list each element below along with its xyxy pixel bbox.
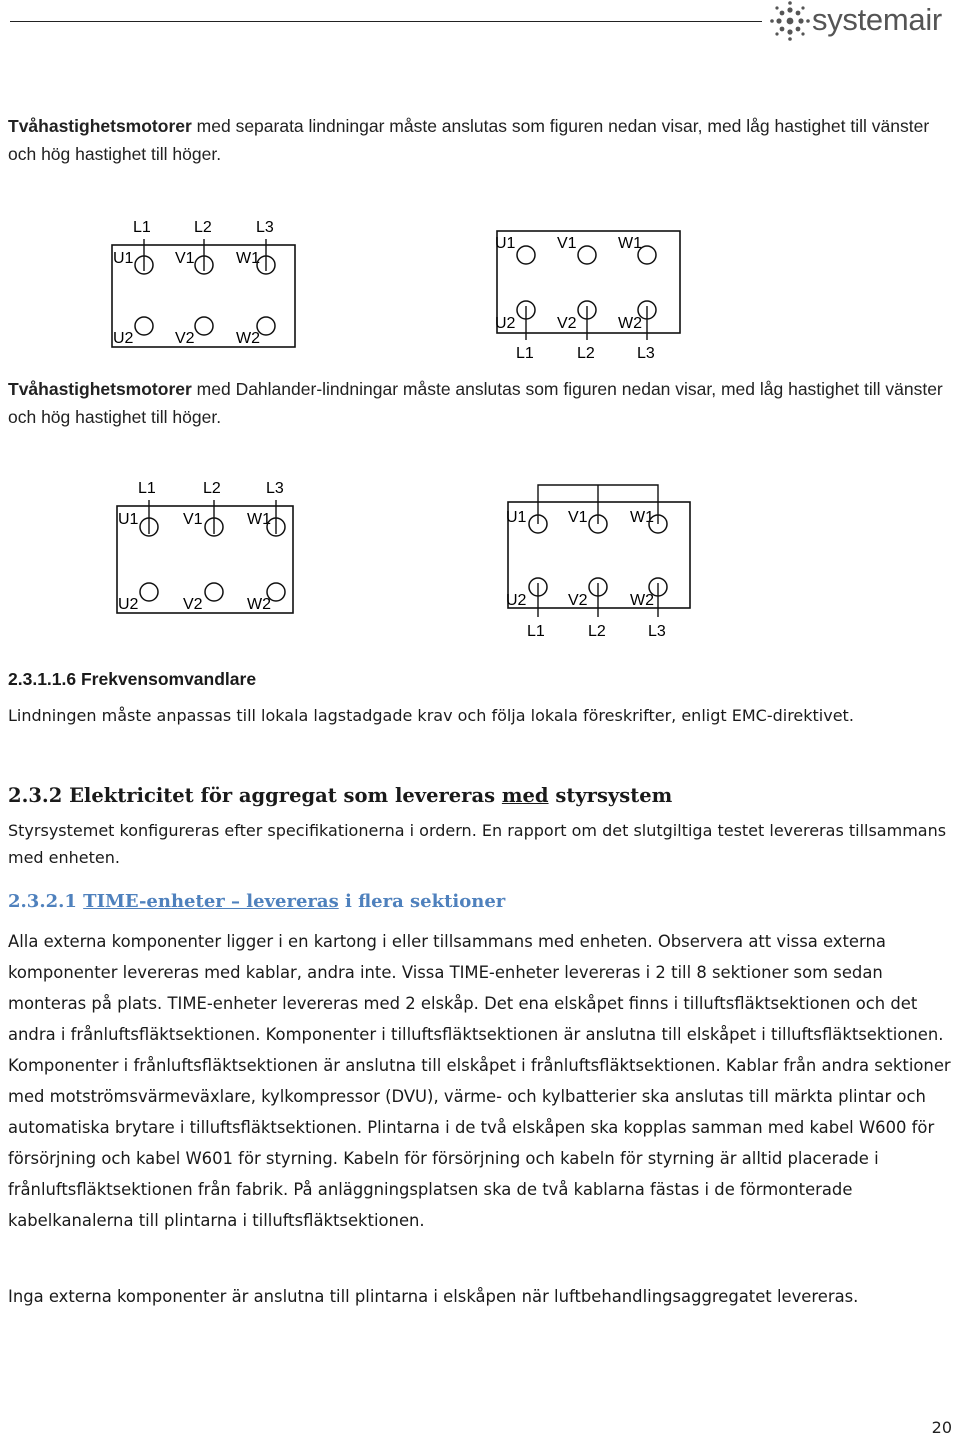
label-u2: U2 [506, 592, 527, 609]
label-l2: L2 [203, 480, 221, 497]
heading-time-underlined: TIME-enheter – levereras [83, 891, 339, 912]
label-v1: V1 [568, 509, 588, 526]
label-w2: W2 [247, 596, 271, 613]
label-v1: V1 [557, 235, 577, 252]
label-v1: V1 [175, 250, 195, 267]
label-l1: L1 [516, 345, 534, 362]
label-w2: W2 [630, 592, 654, 609]
heading-elektricitet [8, 784, 672, 807]
diagram-separate-high-speed [490, 226, 690, 366]
terminal-circle [638, 246, 656, 264]
label-v1: V1 [183, 511, 203, 528]
label-l1: L1 [138, 480, 156, 497]
label-v2: V2 [568, 592, 588, 609]
intro-paragraph-1 [8, 112, 953, 168]
label-v2: V2 [557, 315, 577, 332]
heading-elektricitet-underlined: med [501, 784, 549, 807]
label-w2: W2 [236, 330, 260, 347]
time-enheter-body: Alla externa komponenter ligger i en kartong i eller tillsammans med enheten. Observera att vissa externa komponenter levereras med kablar, andra inte. Vissa TIME-enheter levereras i 2 till 8 sektioner som sedan monteras på plats. TIME-enheter levereras med 2 elskåp. Det ena elskåpet finns i tilluftsfläktsektionen och det andra i frånluftsfläktsektionen. Komponenter i tilluftsfläktsektionen är anslutna till elskåpet i tilluftsfläktsektionen. Komponenter i frånluftsfläktsektionen är anslutna till elskåpet i frånluftsfläktsektionen. Kablar från andra sektioner med motströmsvärmeväxlare, kylkompressor (DVU), värme- och kylbatterier ska anslutas till märkta plintar och automatiska brytare i tilluftsfläktsektionen. Plintarna i de två elskåpen ska kopplas samman med kabel W600 för försörjning och kabel W601 för styrning. Kabeln för försörjning och kabeln för styrning är alltid placerade i frånluftsfläktsektionen från fabrik. På anläggningsplatsen ska de två kablarna fästas i de förmonterade kabelkanalerna till plintarna i tilluftsfläktsektionen. [8, 932, 951, 1230]
label-v2: V2 [183, 596, 203, 613]
terminal-circle [578, 246, 596, 264]
terminal-circle [135, 317, 153, 335]
diagram-separate-low-speed [105, 215, 305, 355]
terminal-circle [140, 583, 158, 601]
label-v2: V2 [175, 330, 195, 347]
intro-1-bold: Tvåhastighetsmotorer [8, 116, 192, 136]
label-u2: U2 [113, 330, 134, 347]
label-u1: U1 [118, 511, 139, 528]
intro-2-text: med Dahlander-lindningar måste anslutas som figuren nedan visar, med låg hastighet till vänster och hög hastighet till höger. [8, 379, 943, 427]
label-u1: U1 [495, 235, 516, 252]
diagram-dahlander-high-speed [500, 480, 700, 645]
heading-time-pre: 2.3.2.1 [8, 891, 84, 912]
header-rule [10, 21, 762, 22]
heading-elektricitet-post: styrsystem [548, 784, 673, 807]
label-w1: W1 [630, 509, 654, 526]
label-w1: W1 [618, 235, 642, 252]
label-w1: W1 [236, 250, 260, 267]
brand-name: systemair [812, 2, 942, 37]
label-u2: U2 [495, 315, 516, 332]
label-u2: U2 [118, 596, 139, 613]
terminal-circle [195, 317, 213, 335]
intro-2-bold: Tvåhastighetsmotorer [8, 379, 192, 399]
page-number: 20 [931, 1418, 952, 1437]
heading-frekvensomvandlare: 2.3.1.1.6 Frekvensomvandlare [8, 669, 257, 689]
intro-1-text: med separata lindningar måste anslutas som figuren nedan visar, med låg hastighet till vänster och hög hastighet till höger. [8, 116, 930, 164]
frekvensomvandlare-body: Lindningen måste anpassas till lokala lagstadgade krav och följa lokala föreskrifter, enligt EMC-direktivet. [8, 706, 854, 725]
closing-paragraph: Inga externa komponenter är anslutna till plintarna i elskåpen när luftbehandlingsaggregatet levereras. [8, 1287, 859, 1306]
diagram-dahlander-low-speed [110, 476, 310, 621]
label-l3: L3 [256, 219, 274, 236]
terminal-circle [517, 246, 535, 264]
heading-elektricitet-pre: 2.3.2 Elektricitet för aggregat som levereras [8, 784, 502, 807]
label-l3: L3 [637, 345, 655, 362]
terminal-circle [257, 317, 275, 335]
label-l3: L3 [648, 623, 666, 640]
label-l2: L2 [588, 623, 606, 640]
label-u1: U1 [113, 250, 134, 267]
label-l2: L2 [577, 345, 595, 362]
heading-time-enheter [8, 891, 505, 912]
terminal-circle [205, 583, 223, 601]
label-l1: L1 [133, 219, 151, 236]
label-w1: W1 [247, 511, 271, 528]
label-l2: L2 [194, 219, 212, 236]
terminal-circle [267, 583, 285, 601]
label-l1: L1 [527, 623, 545, 640]
label-u1: U1 [506, 509, 527, 526]
label-w2: W2 [618, 315, 642, 332]
elektricitet-body: Styrsystemet konfigureras efter specifikationerna i ordern. En rapport om det slutgiltiga testet levereras tillsammans med enheten. [8, 821, 947, 867]
heading-time-post: i flera sektioner [338, 891, 506, 912]
label-l3: L3 [266, 480, 284, 497]
intro-paragraph-2 [8, 375, 953, 431]
